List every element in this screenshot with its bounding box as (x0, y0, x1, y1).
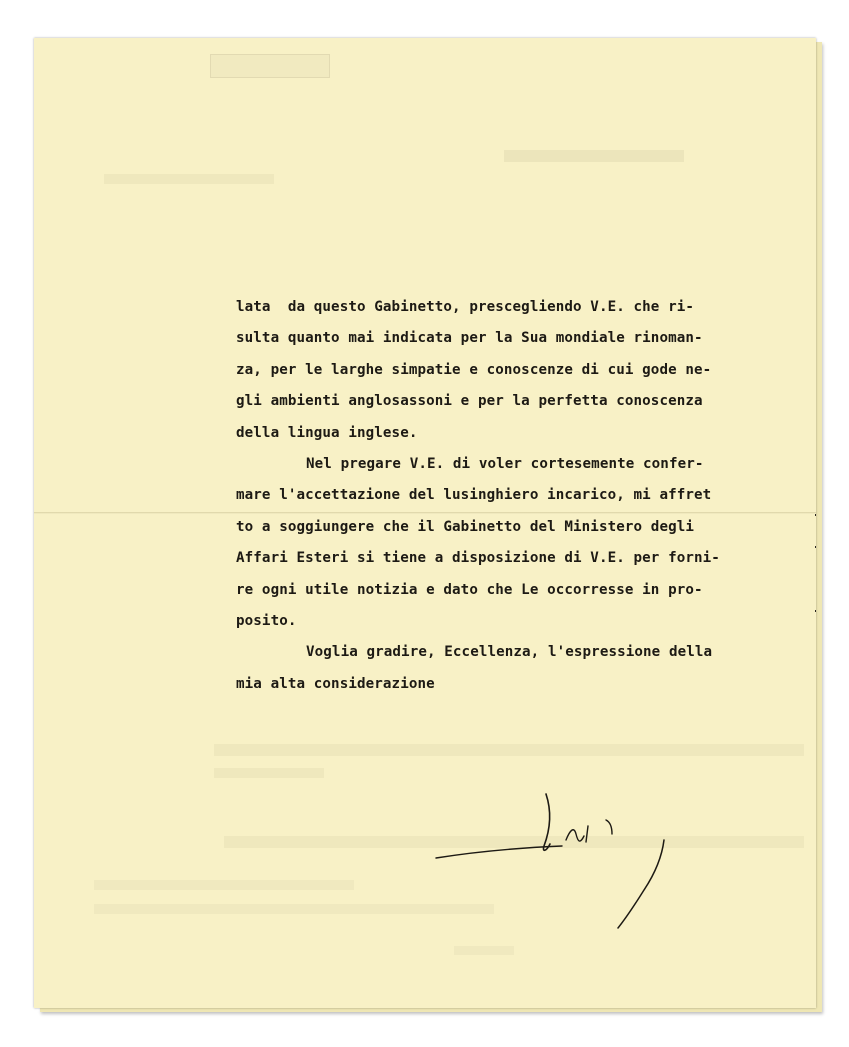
body-line: Nel pregare V.E. di voler cortesemente confer- (306, 456, 704, 473)
handwritten-signature (434, 786, 674, 936)
margin-mark (815, 610, 816, 612)
body-line: sulta quanto mai indicata per la Sua mondiale rinoman- (236, 330, 703, 347)
body-line: mare l'accettazione del lusinghiero incarico, mi affret (236, 487, 712, 504)
body-line: Voglia gradire, Eccellenza, l'espressione della (306, 644, 713, 661)
bleed-through-4 (214, 768, 324, 778)
body-line: to a soggiungere che il Gabinetto del Ministero degli (236, 518, 695, 535)
body-line: lata da questo Gabinetto, prescegliendo V.E. che ri- (236, 299, 695, 315)
body-line: mia alta considerazione (236, 675, 435, 692)
body-line: re ogni utile notizia e dato che Le occorresse in pro- (236, 581, 703, 598)
body-line: za, per le larghe simpatie e conoscenze di cui gode ne- (236, 361, 712, 378)
body-line: della lingua inglese. (236, 424, 418, 441)
bleed-through-1 (504, 150, 684, 162)
bleed-through-6 (94, 880, 354, 890)
margin-mark (815, 546, 816, 548)
margin-mark (815, 514, 816, 516)
body-line: gli ambienti anglosassoni e per la perfetta conoscenza (236, 393, 703, 410)
bleed-through-2 (104, 174, 274, 184)
faded-stamp (210, 54, 330, 78)
letter-body (236, 292, 816, 700)
bleed-through-3 (214, 744, 804, 756)
body-line: posito. (236, 613, 297, 630)
bleed-through-8 (454, 946, 514, 955)
body-line: Affari Esteri si tiene a disposizione di V.E. per forni- (236, 550, 720, 567)
letter-page (34, 38, 816, 1008)
